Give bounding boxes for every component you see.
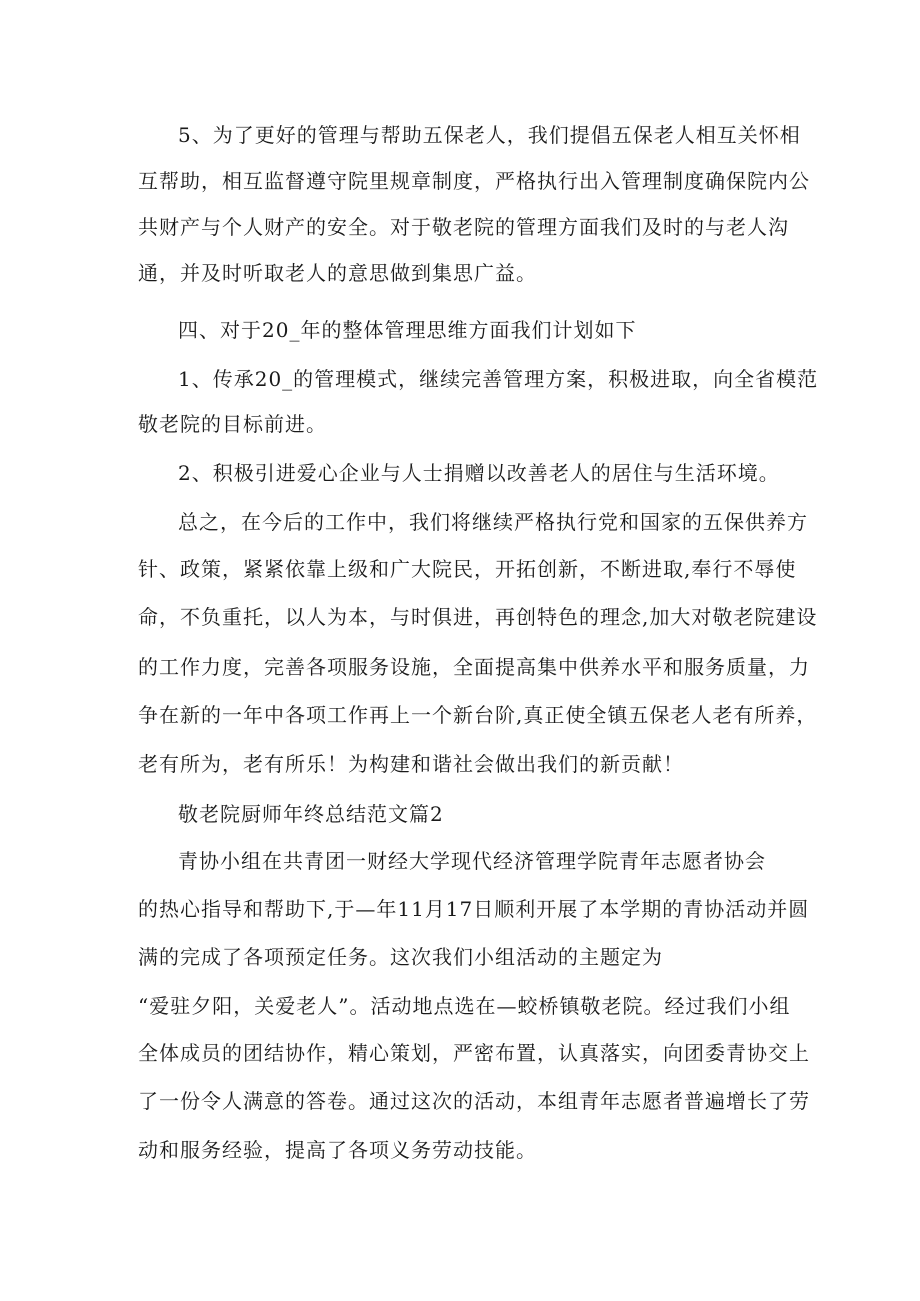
text-line: 通，并及时听取老人的意思做到集思广益。 — [138, 261, 537, 285]
article-title: 敬老院厨师年终总结范文篇2 — [178, 802, 444, 826]
text-line: 5、为了更好的管理与帮助五保老人，我们提倡五保老人相互关怀相 — [178, 123, 801, 147]
text-line: 满的完成了各项预定任务。这次我们小组活动的主题定为 — [138, 945, 663, 969]
text-line: 2、积极引进爱心企业与人士捐赠以改善老人的居住与生活环境。 — [178, 461, 780, 485]
section-heading: 四、对于20_年的整体管理思维方面我们计划如下 — [178, 318, 637, 342]
text-line: 总之，在今后的工作中，我们将继续严格执行党和国家的五保供养方 — [178, 510, 808, 534]
text-line: 全体成员的团结协作，精心策划，严密布置，认真落实，向团委青协交上 — [138, 1041, 810, 1065]
text-line: 命，不负重托，以人为本，与时俱进，再创特色的理念,加大对敬老院建设 — [138, 605, 818, 629]
text-line: 了一份令人满意的答卷。通过这次的活动，本组青年志愿者普遍增长了劳 — [138, 1089, 810, 1113]
text-line: 动和服务经验，提高了各项义务劳动技能。 — [138, 1138, 537, 1162]
text-line: 互帮助，相互监督遵守院里规章制度，严格执行出入管理制度确保院内公 — [138, 169, 810, 193]
text-line: 争在新的一年中各项工作再上一个新台阶,真正使全镇五保老人老有所养， — [138, 703, 818, 727]
text-line: 共财产与个人财产的安全。对于敬老院的管理方面我们及时的与老人沟 — [138, 215, 789, 239]
text-line: 的热心指导和帮助下,于—年11月17日顺利开展了本学期的青协活动并圆 — [138, 897, 810, 921]
text-line: 敬老院的目标前进。 — [138, 412, 327, 436]
text-line: 的工作力度，完善各项服务设施，全面提高集中供养水平和服务质量，力 — [138, 655, 810, 679]
text-line: 针、政策，紧紧依靠上级和广大院民，开拓创新，不断进取,奉行不辱使 — [138, 557, 797, 581]
text-line: 1、传承20_的管理模式，继续完善管理方案，积极进取，向全省模范 — [178, 367, 819, 391]
text-line: “爱驻夕阳，关爱老人”。活动地点选在—蛟桥镇敬老院。经过我们小组 — [138, 994, 791, 1018]
text-line: 青协小组在共青团一财经大学现代经济管理学院青年志愿者协会 — [178, 849, 766, 873]
text-line: 老有所为，老有所乐！为构建和谐社会做出我们的新贡献！ — [138, 752, 684, 776]
